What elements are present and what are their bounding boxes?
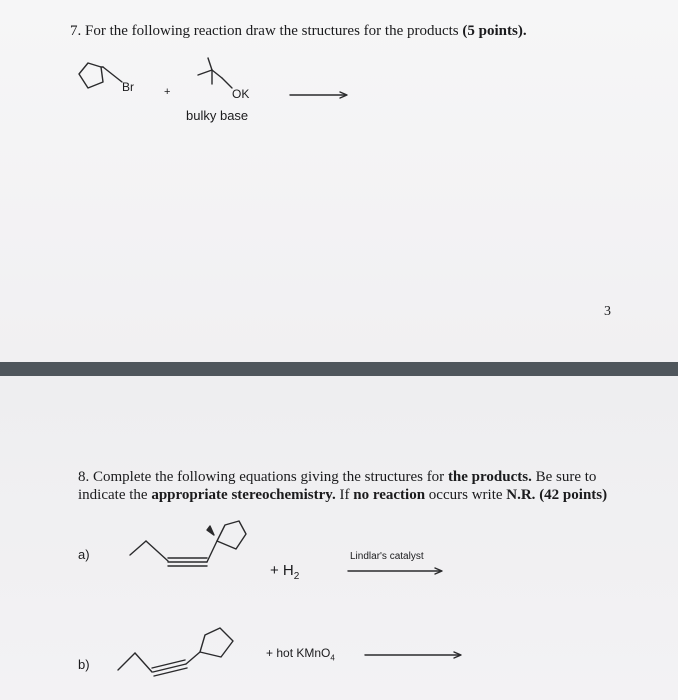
part-a-label: a) [78, 547, 90, 562]
tbu-bond-3 [208, 58, 212, 70]
question-8-suffix: Be sure to [535, 469, 597, 485]
question-8-line-1 [78, 468, 596, 486]
question-8-bold-no-reaction: no reaction [353, 487, 426, 503]
part-b-reagent-text: + hot KMnO [266, 646, 331, 660]
page-number: 3 [604, 304, 611, 319]
plus-sign-7: + [164, 86, 171, 98]
question-8-bold-stereo: appropriate stereochemistry. [151, 487, 336, 503]
question-8-bold-nr: N.R. [506, 487, 536, 503]
tbu-bond-1 [198, 70, 212, 75]
part-a-reagent [270, 562, 299, 582]
alkyne-b-triple-2 [153, 664, 186, 672]
question-8-line-2 [78, 486, 607, 504]
alkyne-a-chain-1 [130, 541, 146, 555]
question-7-number: 7. [70, 23, 82, 39]
part-b-reagent [266, 646, 335, 662]
wedge-mark-a [207, 526, 214, 535]
tbu-bond-2 [212, 70, 222, 78]
alkyne-b-chain-2 [135, 653, 152, 672]
question-8-points: (42 points) [539, 487, 608, 503]
question-8-bold-products: the products. [447, 469, 532, 485]
alkyne-b-triple-3 [154, 668, 187, 676]
question-8-line2-mid2: occurs write [428, 487, 503, 503]
cyclopentane-ring-a [217, 521, 246, 549]
bromine-label: Br [122, 80, 134, 94]
alkyne-a-chain-2 [146, 541, 168, 561]
bulky-base-label: bulky base [186, 108, 249, 123]
question-7-points: (5 points). [462, 23, 527, 39]
cyclopentane-ring-b [200, 628, 233, 657]
question-8-line2-mid: If [339, 487, 350, 503]
cyclopentane-ring-q7 [79, 63, 103, 88]
part-a-subscript: 2 [293, 571, 300, 582]
alkyne-b-triple-1 [152, 660, 185, 668]
part-b-label: b) [78, 657, 90, 672]
part-b-subscript: 4 [330, 653, 335, 663]
tbu-bond-o [222, 78, 232, 88]
bond-ch-br [103, 67, 122, 82]
part-a-reagent-text: + H [270, 562, 294, 579]
question-7-text: For the following reaction draw the structures for the products [85, 23, 459, 39]
alkyne-b-chain-1 [118, 653, 135, 670]
question-8-prefix: 8. Complete the following equations giving the structures for [78, 469, 445, 485]
potassium-oxide-label: OK [232, 87, 250, 101]
alkyne-b-link [186, 652, 200, 664]
alkyne-a-link [207, 541, 217, 562]
question-8-line2-prefix: indicate the [78, 487, 148, 503]
lindlar-catalyst-label: Lindlar's catalyst [350, 551, 424, 562]
